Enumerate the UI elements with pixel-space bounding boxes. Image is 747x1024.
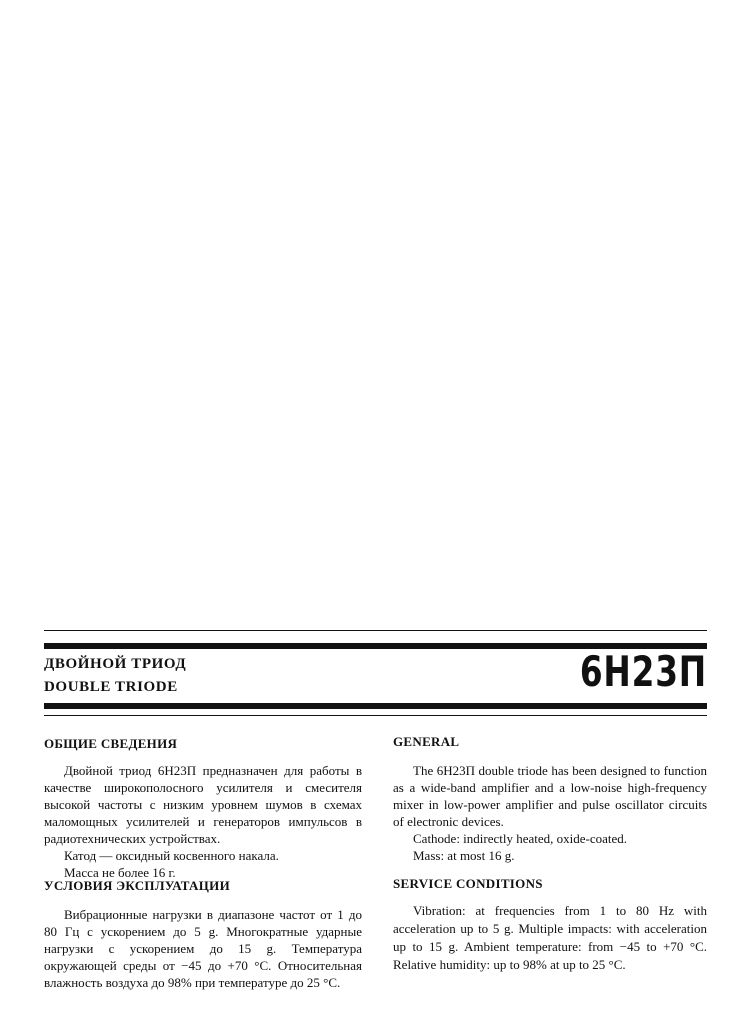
general-text-ru: Двойной триод 6Н23П предназначен для работы в качестве широкополосного усилителя и смесителя высокой частоты с низким уровнем шумов в схемах маломощных усилителей и генераторов импульсов в радиотехнических устройствах. — [44, 763, 362, 846]
bottom-thick-rule — [44, 703, 707, 709]
model-designation: 6Н23П — [579, 647, 707, 696]
service-text-en: Vibration: at frequencies from 1 to 80 Hz with acceleration up to 5 g. Multiple impacts: with acceleration up to 15 g. Ambient temperature: from −45 to +70 °C. Relative humidity: up to 98% at up to 25 °C. — [393, 903, 707, 972]
service-text-ru: Вибрационные нагрузки в диапазоне частот от 1 до 80 Гц с ускорением до 5 g. Многократные ударные нагрузки с ускорением до 15 g. Температура окружающей среды от −45 до +70 °С. Относительная влажность воздуха до 98% при температуре до 25 °С. — [44, 907, 362, 990]
cathode-text-en: Cathode: indirectly heated, oxide-coated. — [413, 831, 628, 846]
bottom-thin-rule — [44, 715, 707, 716]
cathode-text-ru: Катод — оксидный косвенного накала. — [64, 848, 279, 863]
service-heading-ru: УСЛОВИЯ ЭКСПЛУАТАЦИИ — [44, 878, 230, 893]
top-thin-rule — [44, 630, 707, 631]
general-section-en — [393, 762, 707, 864]
mass-text-ru: Масса не более 16 г. — [64, 865, 176, 880]
general-heading-ru: ОБЩИЕ СВЕДЕНИЯ — [44, 736, 178, 751]
general-section-ru — [44, 762, 362, 881]
service-section-en — [393, 902, 707, 974]
mass-text-en: Mass: at most 16 g. — [413, 848, 515, 863]
title-english: DOUBLE TRIODE — [44, 679, 178, 695]
title-russian: ДВОЙНОЙ ТРИОД — [44, 656, 187, 672]
service-section-ru — [44, 906, 362, 991]
service-heading-en: SERVICE CONDITIONS — [393, 876, 543, 891]
general-text-en: The 6Н23П double triode has been designed to function as a wide-band amplifier and a low-noise high-frequency mixer in low-power amplifier and pulse oscillator circuits of electronic devices. — [393, 763, 707, 829]
general-heading-en: GENERAL — [393, 734, 460, 749]
